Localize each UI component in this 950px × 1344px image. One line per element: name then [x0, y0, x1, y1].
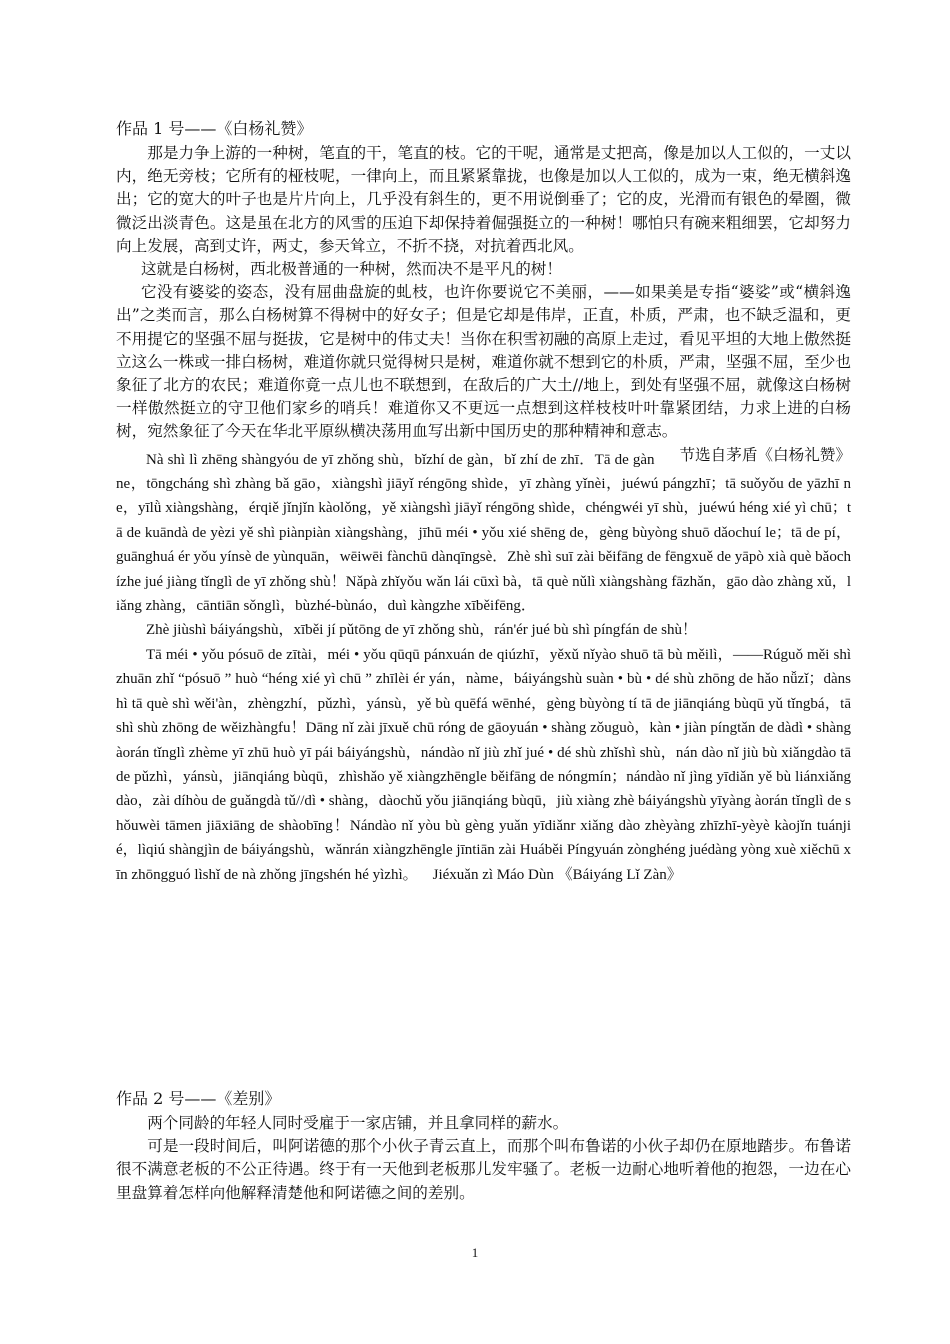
work-1-section [116, 118, 851, 887]
work-1-pinyin-source: Jiéxuǎn zì Máo Dùn 《Báiyáng Lǐ Zàn》 [432, 866, 682, 883]
work-1-pinyin-paragraph-1: Nà shì lì zhēng shàngyóu de yī zhǒng shù，bǐzhí de gàn，bǐ zhí de zhī．Tā de gàn ne，tōngcháng shì zhàng bǎ gāo，xiàngshì jiāyǐ réngōng shìde，yī zhàng yǐnèi，juéwú pángzhī；tā suǒyǒu de yāzhī ne，yīlǜ xiàngshàng，érqiě jǐnjǐn kàolǒng，yě xiàngshì jiāyǐ réngōng shìde，chéngwéi yī shù，juéwú héng xié yì chū；tā de kuāndà de yèzi yě shì piànpiàn xiàngshàng，jīhū méi • yǒu xié shēng de，gèng bùyòng shuō dǎochuí le；tā de pí，guānghuá ér yǒu yínsè de yùnquān，wēiwēi fànchū dànqīngsè．Zhè shì suī zài běifāng de fēngxuě de yāpò xià què bǎochízhe jué jiàng tǐnglì de yī zhǒng shù！Nǎpà zhǐyǒu wǎn lái cūxì bà，tā què nǔlì xiàngshàng fāzhǎn，gāo dào zhàng xǔ，liǎng zhàng，cāntiān sǒnglì，bùzhé-bùnáo，duì kàngzhe xīběifēng． [116, 451, 851, 615]
work-1-heading: 作品 1 号——《白杨礼赞》 [116, 119, 313, 138]
work-1-pinyin-paragraph-2: Zhè jiùshì báiyángshù，xīběi jí pǔtōng de yī zhǒng shù，rán'ér jué bù shì píngfán de shù！ [146, 622, 697, 639]
work-1-pinyin-paragraph-3 [116, 643, 851, 887]
work-1-paragraph-1: 那是力争上游的一种树，笔直的干，笔直的枝。它的干呢，通常是丈把高，像是加以人工似的，一丈以内，绝无旁枝；它所有的桠枝呢，一律向上，而且紧紧靠拢，也像是加以人工似的，成为一束，绝无横斜逸出；它的宽大的叶子也是片片向上，几乎没有斜生的，更不用说倒垂了；它的皮，光滑而有银色的晕圈，微微泛出淡青色。这是虽在北方的风雪的压迫下却保持着倔强挺立的一种树！哪怕只有碗来粗细罢，它却努力向上发展，高到丈许，两丈，参天耸立，不折不挠，对抗着西北风。 [116, 144, 851, 255]
work-1-paragraph-2: 这就是白杨树，西北极普通的一种树，然而决不是平凡的树！ [140, 260, 562, 279]
work-1-paragraph-3 [116, 281, 851, 464]
work-2-paragraph-2: 可是一段时间后，叫阿诺德的那个小伙子青云直上，而那个叫布鲁诺的小伙子却仍在原地踏步。布鲁诺很不满意老板的不公正待遇。终于有一天他到老板那儿发牢骚了。老板一边耐心地听着他的抱怨，一边在心里盘算着怎样向他解释清楚他和阿诺德之间的差别。 [116, 1137, 851, 1202]
work-2-heading: 作品 2 号——《差别》 [116, 1089, 281, 1108]
page-number: 1 [471, 1245, 479, 1260]
work-1-pinyin-paragraph-3-text: Tā méi • yǒu pósuō de zītài，méi • yǒu qūqū pánxuán de qiúzhī，yěxǔ nǐyào shuō tā bù měilì，——Rúguǒ měi shì zhuān zhǐ “pósuō ” huò “héng xié yì chū ” zhīlèi ér yán，nàme，báiyángshù suàn • bù • dé shù zhōng de hǎo nǚzǐ；dànshì tā què shì wěi'àn，zhèngzhí，pǔzhì，yánsù，yě bù quēfá wēnhé，gèng bùyòng tí tā de jiānqiáng bùqū yǔ tǐngbá，tā shì shù zhōng de wěizhàngfu！Dāng nǐ zài jīxuě chū róng de gāoyuán • shàng zǒuguò，kàn • jiàn píngtǎn de dàdì • shàng àorán tǐnglì zhème yī zhū huò yī pái báiyángshù，nándào nǐ jiù zhǐ jué • dé shù zhǐshì shù，nán dào nǐ jiù bù xiǎngdào tā de pǔzhì，yánsù，jiānqiáng bùqū，zhìshǎo yě xiàngzhēngle běifāng de nóngmín；nándào nǐ jìng yīdiǎn yě bù liánxiǎng dào，zài díhòu de guǎngdà tǔ//dì • shàng，dàochǔ yǒu jiānqiáng bùqū，jiù xiàng zhè báiyángshù yīyàng àorán tǐnglì de shǒuwèi tāmen jiāxiāng de shàobīng！Nándào nǐ yòu bù gèng yuǎn yīdiǎnr xiǎng dào zhèyàng zhīzhī-yèyè kàojǐn tuánjié，lìqiú shàngjìn de báiyángshù，wǎnrán xiàngzhēngle jīntiān zài Huáběi Píngyuán zònghéng juédàng yòng xuè xiěchū xīn zhōngguó lìshǐ de nà zhǒng jīngshén hé yìzhì。 [116, 646, 851, 883]
work-1-paragraph-3-text: 它没有婆娑的姿态，没有屈曲盘旋的虬枝，也许你要说它不美丽，——如果美是专指“婆娑”或“横斜逸出”之类而言，那么白杨树算不得树中的好女子；但是它却是伟岸，正直，朴质，严肃，也不缺乏温和，更不用提它的坚强不屈与挺拔，它是树中的伟丈夫！当你在积雪初融的高原上走过，看见平坦的大地上傲然挺立这么一株或一排白杨树，难道你就只觉得树只是树，难道你就不想到它的朴质，严肃，坚强不屈，至少也象征了北方的农民；难道你竟一点儿也不联想到，在敌后的广大土//地上，到处有坚强不屈，就像这白杨树一样傲然挺立的守卫他们家乡的哨兵！难道你又不更远一点想到这样枝枝叶叶靠紧团结，力求上进的白杨树，宛然象征了今天在华北平原纵横决荡用血写出新中国历史的那种精神和意志。 [116, 283, 851, 441]
work-1-source: 节选自茅盾《白杨礼赞》 [679, 445, 851, 464]
work-2-section [116, 1088, 851, 1205]
work-2-paragraph-1: 两个同龄的年轻人同时受雇于一家店铺，并且拿同样的薪水。 [147, 1114, 569, 1132]
